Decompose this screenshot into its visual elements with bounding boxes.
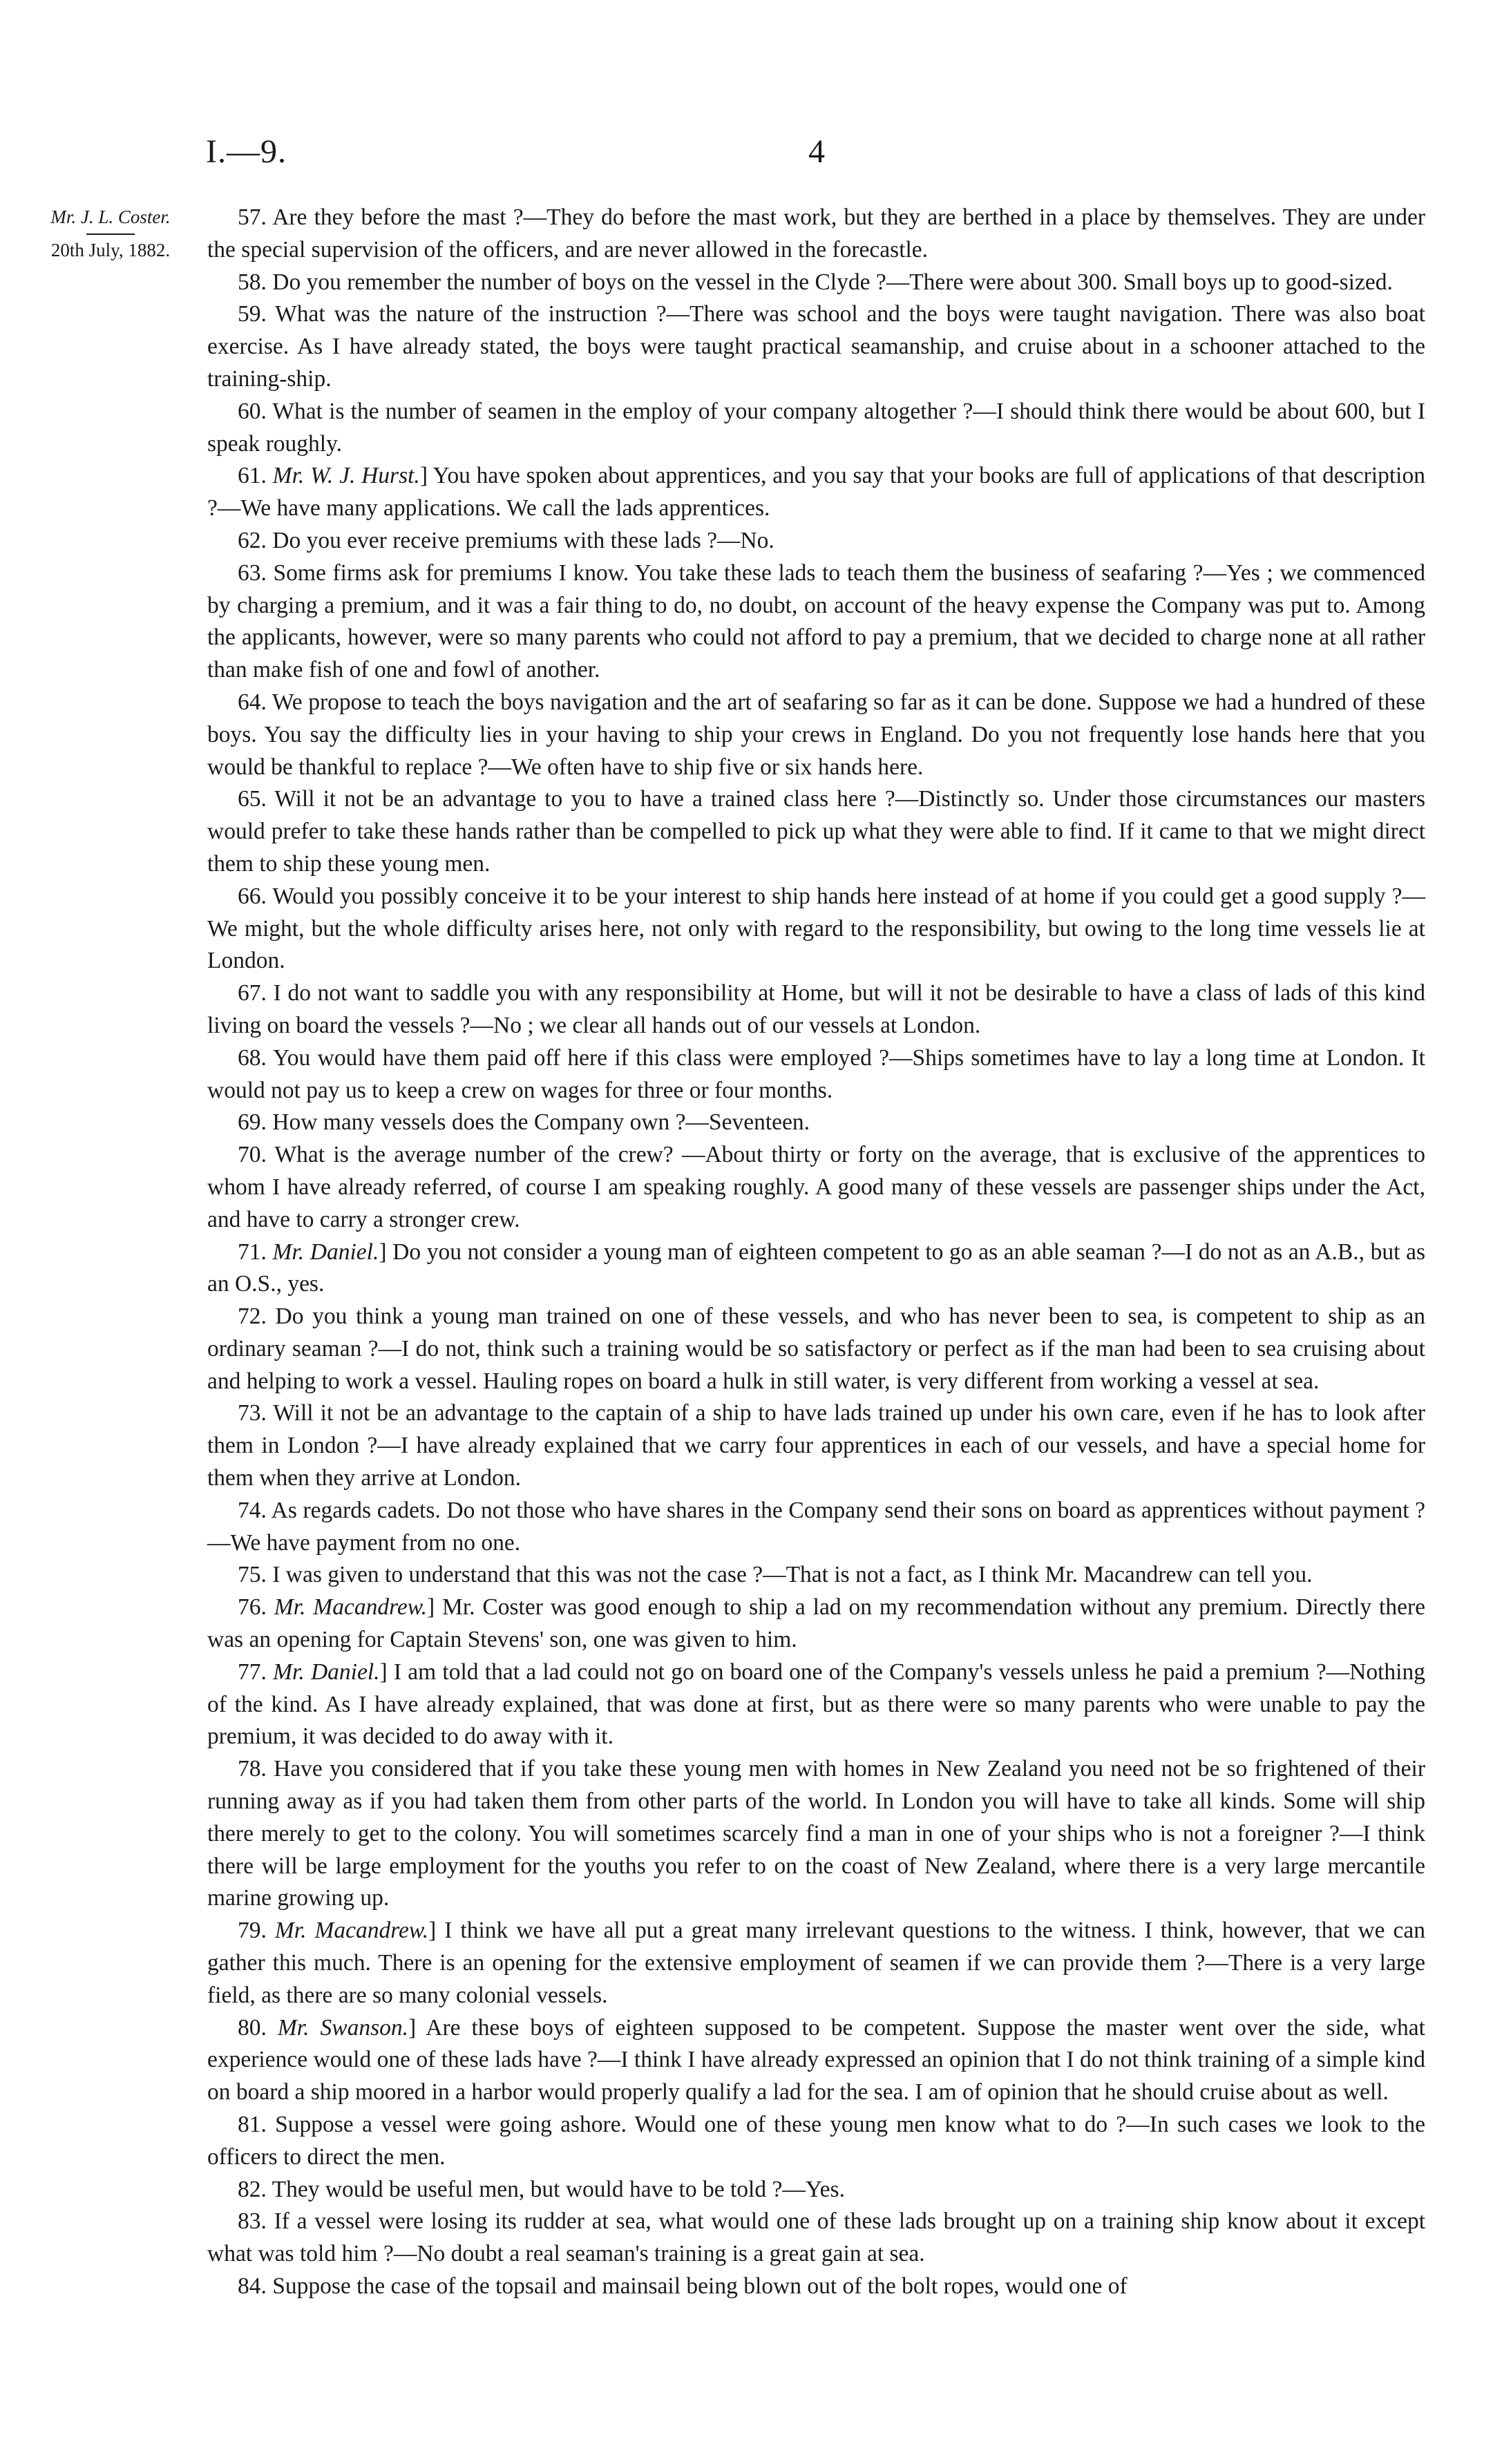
paragraph-69: 69. How many vessels does the Company own ?—Seventeen.: [238, 1109, 810, 1136]
paragraph-59: 59. What was the nature of the instruction ?—There was school and the boys were taught navigation. There was also boat exercise. As I have already stated, the boys were taught practical seamanship, and cruise about in a schooner attached to the training-ship.: [207, 301, 1425, 392]
paragraph-64: 64. We propose to teach the boys navigation and the art of seafaring so far as it can be done. Suppose we had a hundred of these boys. You say the difficulty lies in your having to ship your crews in England. Do you not frequently lose hands here that you would be thankful to replace ?—We often have to ship five or six hands here.: [207, 689, 1425, 780]
paragraph-62: 62. Do you ever receive premiums with these lads ?—No.: [238, 527, 774, 553]
page-number: 4: [808, 133, 825, 170]
paragraph-77: 77. Mr. Daniel.] I am told that a lad could not go on board one of the Company's vessels unless he paid a premium ?—Nothing of the kind. As I have already explained, that was done at first, but as there were so many parents who were unable to pay the premium, it was decided to do away with it.: [207, 1659, 1425, 1750]
speaker-name: Mr. Swanson.: [277, 2014, 408, 2041]
speaker-name: Mr. Macandrew.: [274, 1918, 429, 1944]
paragraph-75: 75. I was given to understand that this was not the case ?—That is not a fact, as I think Mr. Macandrew can tell you.: [238, 1562, 1313, 1588]
paragraph-71: 71. Mr. Daniel.] Do you not consider a young man of eighteen competent to go as an able seaman ?—I do not as an A.B., but as an O.S., yes.: [207, 1239, 1426, 1297]
paragraph-60: 60. What is the number of seamen in the employ of your company altogether ?—I should think there would be about 600, but I speak roughly.: [207, 398, 1425, 457]
page-header: [0, 0, 1493, 207]
speaker-name: Mr. Macandrew.: [274, 1594, 427, 1621]
speaker-name: Mr. Daniel.: [272, 1239, 379, 1265]
margin-divider: [86, 233, 135, 235]
paragraph-68: 68. You would have them paid off here if this class were employed ?—Ships sometimes have to lay a long time at London. It would not pay us to keep a crew on wages for three or four months.: [207, 1044, 1425, 1103]
paragraph-78: 78. Have you considered that if you take these young men with homes in New Zealand you need not be so frightened of their running away as if you had taken them from other parts of the world. In London you will have to take all kinds. Some will ship there merely to get to the colony. You will sometimes scarcely find a man in one of your ships who is not a foreigner ?—I think there will be large employment for the youths you refer to on the coast of New Zealand, where there is a very large mercantile marine growing up.: [207, 1756, 1425, 1911]
paragraph-70: 70. What is the average number of the crew? —About thirty or forty on the average, that is exclusive of the apprentices to whom I have already referred, of course I am speaking roughly. A good many of these vessels are passenger ships under the Act, and have to carry a stronger crew.: [207, 1142, 1425, 1232]
paragraph-61: 61. Mr. W. J. Hurst.] You have spoken about apprentices, and you say that your books are full of applications of that description ?—We have many applications. We call the lads apprentices.: [207, 463, 1425, 522]
paragraph-65: 65. Will it not be an advantage to you to have a trained class here ?—Distinctly so. Under those circumstances our masters would prefer to take these hands rather than be compelled to pick up what they were able to find. If it came to that we might direct them to ship these young men.: [207, 786, 1425, 877]
paragraph-82: 82. They would be useful men, but would have to be told ?—Yes.: [238, 2176, 845, 2202]
paragraph-76: 76. Mr. Macandrew.] Mr. Coster was good enough to ship a lad on my recommendation without any premium. Directly there was an opening for Captain Stevens' son, one was given to him.: [207, 1594, 1426, 1653]
paragraph-80: 80. Mr. Swanson.] Are these boys of eighteen supposed to be competent. Suppose the master went over the side, what experience would one of these lads have ?—I think I have already expressed an opinion that I do not think training of a simple kind on board a ship moored in a harbor would properly qualify a lad for the sea. I am of opinion that he should cruise about as well.: [207, 2014, 1425, 2105]
margin-note: [28, 204, 193, 262]
paragraph-74: 74. As regards cadets. Do not those who have shares in the Company send their sons on board as apprentices without payment ?—We have payment from no one.: [207, 1497, 1425, 1556]
speaker-name: Mr. W. J. Hurst.: [272, 463, 420, 489]
witness-name: Mr. J. L. Coster.: [50, 207, 171, 227]
paragraph-73: 73. Will it not be an advantage to the captain of a ship to have lads trained up under his own care, even if he has to look after them in London ?—I have already explained that we carry four apprentices in each of our vessels, and have a special home for them when they arrive at London.: [207, 1400, 1425, 1491]
paragraph-67: 67. I do not want to saddle you with any responsibility at Home, but will it not be desirable to have a class of lads of this kind living on board the vessels ?—No ; we clear all hands out of our vessels at London.: [207, 980, 1425, 1038]
paragraph-72: 72. Do you think a young man trained on one of these vessels, and who has never been to sea, is competent to ship as an ordinary seaman ?—I do not, think such a training would be so satisfactory or perfect as if the man had been to sea cruising about and helping to work a vessel. Hauling ropes on board a hulk in still water, is very different from working a vessel at sea.: [207, 1303, 1425, 1394]
paragraph-66: 66. Would you possibly conceive it to be your interest to ship hands here instead of at home if you could get a good supply ?—We might, but the whole difficulty arises here, not only with regard to the responsibility, but owing to the long time vessels lie at London.: [207, 883, 1425, 974]
paragraph-83: 83. If a vessel were losing its rudder at sea, what would one of these lads brought up on a training ship know about it except what was told him ?—No doubt a real seaman's training is a great gain at sea.: [207, 2208, 1425, 2267]
document-reference: I.—9.: [206, 133, 287, 170]
paragraph-84: 84. Suppose the case of the topsail and mainsail being blown out of the bolt ropes, would one of: [238, 2273, 1128, 2299]
paragraph-58: 58. Do you remember the number of boys on the vessel in the Clyde ?—There were about 300. Small boys up to good-sized.: [238, 269, 1393, 295]
paragraph-57: 57. Are they before the mast ?—They do before the mast work, but they are berthed in a place by themselves. They are under the special supervision of the officers, and are never allowed in the forecastle.: [207, 204, 1425, 262]
speaker-name: Mr. Daniel.: [273, 1659, 380, 1685]
hearing-date: 20th July, 1882.: [50, 240, 171, 260]
paragraph-63: 63. Some firms ask for premiums I know. You take these lads to teach them the business of seafaring ?—Yes ; we commenced by charging a premium, and it was a fair thing to do, no doubt, on account of the heavy expense the Company was put to. Among the applicants, however, were so many parents who could not afford to pay a premium, that we decided to charge none at all rather than make fish of one and fowl of another.: [207, 560, 1425, 683]
paragraph-81: 81. Suppose a vessel were going ashore. Would one of these young men know what to do ?—In such cases we look to the officers to direct the men.: [207, 2112, 1425, 2170]
evidence-text: [207, 202, 1425, 2303]
paragraph-79: 79. Mr. Macandrew.] I think we have all put a great many irrelevant questions to the witness. I think, however, that we can gather this much. There is an opening for the extensive employment of seamen if we can provide them ?—There is a very large field, as there are so many colonial vessels.: [207, 1918, 1426, 2008]
